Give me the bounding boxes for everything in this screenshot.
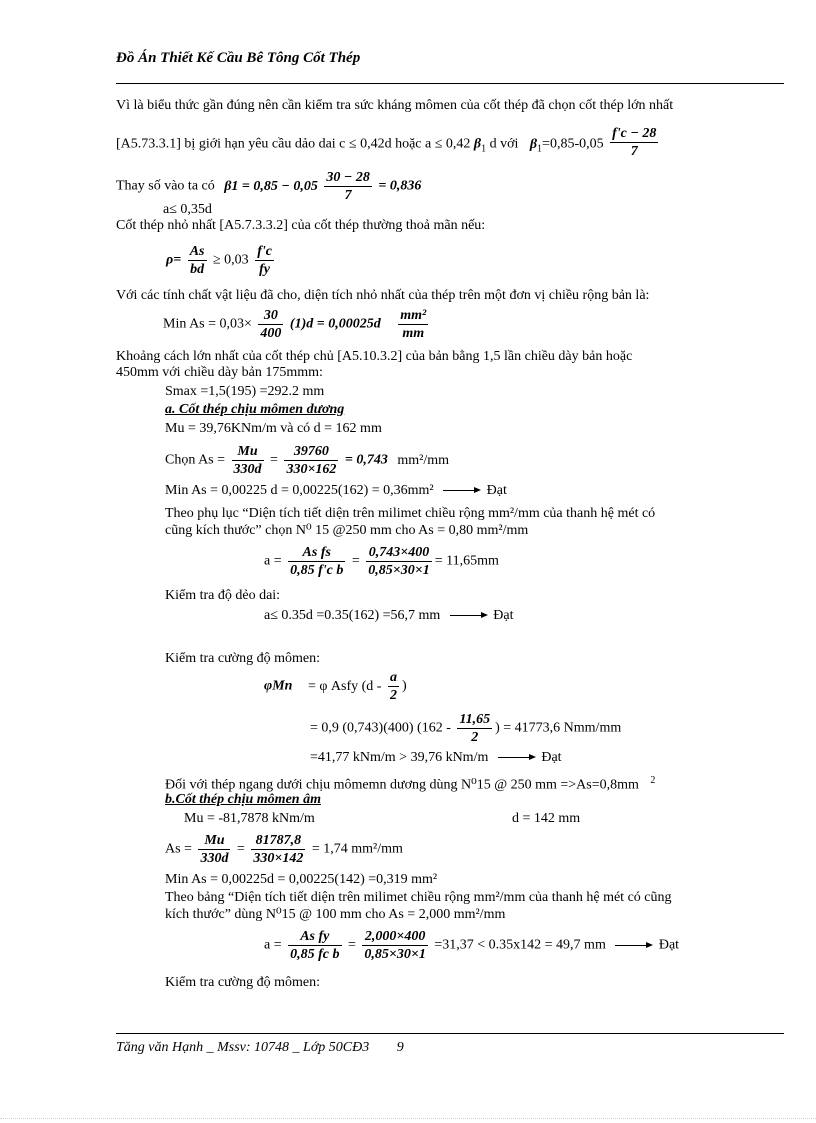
- equation-fragment: Chọn As =: [165, 452, 226, 468]
- equation-line: Chọn As = $\frac{Mu}{330d}$ = $\frac{39760}{330\times 162}$ = 0,743 mm²/mm: [165, 444, 450, 477]
- text-line: kích thước” dùng N⁰15 @ 100 mm cho As = 2,000 mm²/mm: [165, 907, 506, 922]
- numerator: 2,000×400: [362, 929, 427, 946]
- superscript: 2: [650, 775, 656, 786]
- numerator: As: [189, 244, 205, 259]
- arrow-icon: [615, 945, 651, 946]
- text-line: Kiểm tra độ dẻo dai:: [165, 588, 281, 603]
- fraction: [362, 929, 427, 962]
- denominator: 7: [630, 144, 638, 159]
- text-line: Mu = -81,7878 kNm/m: [184, 811, 315, 826]
- text-line: [165, 483, 507, 499]
- footer-text: Tăng văn Hạnh _ Mssv: 10748 _ Lớp 50CĐ3: [116, 1040, 370, 1055]
- arrow-icon: [443, 490, 479, 491]
- fraction: [324, 170, 371, 203]
- text-line: cũng kích thước” chọn N⁰ 15 @250 mm cho As = 0,80 mm²/mm: [165, 523, 529, 538]
- denominator: 2: [471, 730, 479, 745]
- text-fragment: d với: [489, 136, 519, 152]
- equation-fragment: As =: [165, 841, 192, 857]
- denominator: 330d: [200, 851, 229, 866]
- denominator: 330d: [233, 462, 262, 477]
- text-line: a≤ 0,35d: [163, 202, 212, 217]
- beta-symbol: β: [529, 136, 538, 152]
- text-fragment: Min As = 0,00225 d = 0,00225(162) = 0,36mm²: [165, 483, 434, 498]
- text-line: [264, 608, 514, 624]
- text-fragment: a≤ 0.35d =0.35(162) =56,7 mm: [264, 608, 441, 623]
- numerator: 39760: [284, 444, 338, 461]
- denominator: mm: [402, 326, 425, 341]
- numerator: As fy: [288, 929, 341, 946]
- text-fragment: =41,77 kNm/m > 39,76 kNm/m: [310, 750, 489, 765]
- equation-line: As = $\frac{Mu}{330d}$ = $\frac{81787,8}{330\times 142}$ = 1,74 mm²/mm: [165, 833, 403, 866]
- section-heading: b.Cốt thép chịu mômen âm: [165, 792, 321, 807]
- equation-result: = 0,743: [344, 452, 388, 468]
- text-line: Mu = 39,76KNm/m và có d = 162 mm: [165, 421, 382, 436]
- equation-fragment: φMn: [264, 678, 293, 694]
- fraction: [288, 929, 341, 962]
- numerator: Mu: [232, 444, 264, 461]
- denominator: 0,85 fc b: [290, 947, 340, 962]
- text-fragment: [A5.73.3.1] bị giới hạn yêu cầu dảo dai c ≤ 0,42d hoặc a ≤ 0,42: [116, 136, 471, 152]
- beta-symbol: β: [473, 136, 482, 152]
- page-header-title: Đồ Án Thiết Kế Cầu Bê Tông Cốt Thép: [116, 50, 361, 66]
- equation-fragment: ≥ 0,03: [213, 252, 249, 268]
- text-fragment: Thay số vào ta có: [116, 178, 215, 194]
- text-line: Kiểm tra cường độ mômen:: [165, 651, 320, 666]
- text-fragment: Đối với thép ngang dưới chịu mômemn dương dùng N⁰15 @ 250 mm =>As=0,8mm: [165, 777, 639, 793]
- fraction: [610, 126, 658, 159]
- page-number: 9: [396, 1040, 404, 1055]
- fraction: [284, 444, 338, 477]
- text-line: [165, 773, 655, 794]
- numerator: mm²: [400, 308, 427, 323]
- fraction: [232, 444, 264, 477]
- fraction: [188, 244, 207, 277]
- text-line: Cốt thép nhỏ nhất [A5.7.3.3.2] của cốt thép thường thoả mãn nếu:: [116, 218, 486, 233]
- fraction: [398, 308, 428, 341]
- numerator: 30: [258, 308, 283, 325]
- equation-result: =31,37 < 0.35x142 = 49,7 mm: [434, 937, 606, 953]
- denominator: fy: [259, 262, 271, 277]
- numerator: 30 − 28: [326, 170, 370, 185]
- equation-line: [264, 670, 407, 703]
- fraction: [258, 308, 283, 341]
- text-line: Smax =1,5(195) =292.2 mm: [165, 384, 325, 399]
- text-line: [310, 750, 562, 766]
- text-line: Khoảng cách lớn nhất của cốt thép chủ [A5.10.3.2] của bản bằng 1,5 lần chiều dày bản hoặc: [116, 349, 633, 364]
- equation-result: = 11,65mm: [434, 553, 499, 569]
- equation-line: a = $\frac{\text{As fy}}{\text{0,85 fc b}}$ = $\frac{2,000\times 400}{0,85\times 30\times 1}$ =31,37 < 0.35x142 = 49,7 mm Đạt: [264, 929, 680, 962]
- unit: mm²/mm: [397, 452, 450, 468]
- text-line: d = 142 mm: [512, 811, 581, 826]
- equation-line: [310, 712, 621, 745]
- equation-line: [163, 308, 431, 341]
- text-line: Theo bảng “Diện tích tiết diện trên milimet chiều rộng mm²/mm của thanh hệ mét có cũng: [165, 890, 672, 905]
- status-label: Đạt: [541, 750, 562, 765]
- equation-result: ) = 41773,6 Nmm/mm: [495, 720, 622, 736]
- equation-fragment: (1)d = 0,00025d: [289, 316, 381, 332]
- status-label: Đạt: [486, 483, 507, 498]
- footer-rule: [116, 1033, 784, 1034]
- arrow-icon: [450, 615, 486, 616]
- text-line: Vì là biểu thức gần đúng nên cần kiểm tra sức kháng mômen của cốt thép đã chọn cốt thép lớn nhất: [116, 98, 674, 113]
- denominator: 0,85×30×1: [368, 563, 430, 578]
- numerator: As fs: [288, 545, 345, 562]
- numerator: a: [389, 670, 397, 685]
- denominator: 330×142: [253, 851, 304, 866]
- section-heading: a. Cốt thép chịu mômen dương: [165, 402, 345, 417]
- equation-fragment: ρ=: [166, 252, 182, 268]
- status-label: Đạt: [493, 608, 514, 623]
- fraction: [251, 833, 305, 866]
- denominator: 400: [260, 326, 282, 341]
- numerator: f'c: [257, 244, 272, 259]
- arrow-icon: [498, 757, 534, 758]
- page-footer: [116, 1040, 404, 1056]
- header-rule: [116, 83, 784, 84]
- equation-line: a = $\frac{\text{As fs}}{\text{0,85 f'c b}}$ = $\frac{0,743\times 400}{0,85\times 30\times 1}$ = 11,65mm: [264, 545, 499, 578]
- equation-fragment: ): [401, 678, 407, 694]
- denominator: 0,85 f'c b: [290, 563, 344, 578]
- denominator: 330×162: [286, 462, 337, 477]
- numerator: Mu: [198, 833, 230, 850]
- equation-fragment: β1 = 0,85 − 0,05: [224, 178, 318, 194]
- fraction: [388, 670, 399, 703]
- equation-result: = 0,836: [378, 178, 422, 194]
- equation-fragment: = φ Asfy (d -: [307, 678, 382, 694]
- equation-fragment: a =: [264, 937, 282, 953]
- status-label: Đạt: [658, 937, 680, 953]
- fraction: [457, 712, 492, 745]
- text-line: 450mm với chiều dày bản 175mmm:: [116, 365, 323, 380]
- text-line: Kiểm tra cường độ mômen:: [165, 975, 320, 990]
- fraction: [288, 545, 345, 578]
- denominator: 2: [389, 688, 397, 703]
- equation-fragment: Min As = 0,03×: [163, 316, 252, 332]
- equation-result: = 1,74 mm²/mm: [311, 841, 403, 857]
- numerator: 11,65: [459, 712, 491, 727]
- fraction: [366, 545, 431, 578]
- equation-fragment: = 0,9 (0,743)(400) (162 -: [310, 720, 451, 736]
- denominator: 0,85×30×1: [364, 947, 426, 962]
- numerator: 81787,8: [251, 833, 305, 850]
- text-line: Theo phụ lục “Diện tích tiết diện trên milimet chiều rộng mm²/mm của thanh hệ mét có: [165, 506, 656, 521]
- equation-fragment: a =: [264, 553, 282, 569]
- equation-line: [166, 244, 277, 277]
- text-line: [A5.73.3.1] bị giới hạn yêu cầu dảo dai c ≤ 0,42d hoặc a ≤ 0,42 $\beta_1$ d với $\beta_1=0,85-0,05$ $\frac{f'c - 28}{7}$: [116, 126, 657, 159]
- text-line: Với các tính chất vật liệu đã cho, diện tích nhỏ nhất của thép trên một đơn vị chiều rộng bản là:: [116, 288, 650, 303]
- numerator: 0,743×400: [366, 545, 431, 562]
- denominator: bd: [190, 262, 205, 277]
- page-edge-divider: [0, 1118, 816, 1119]
- denominator: 7: [344, 188, 352, 203]
- text-fragment: =0,85-0,05: [542, 136, 604, 152]
- fraction: [198, 833, 230, 866]
- numerator: f'c − 28: [612, 126, 657, 141]
- text-line: Min As = 0,00225d = 0,00225(142) =0,319 mm²: [165, 872, 438, 887]
- fraction: [255, 244, 274, 277]
- text-line: [116, 170, 421, 203]
